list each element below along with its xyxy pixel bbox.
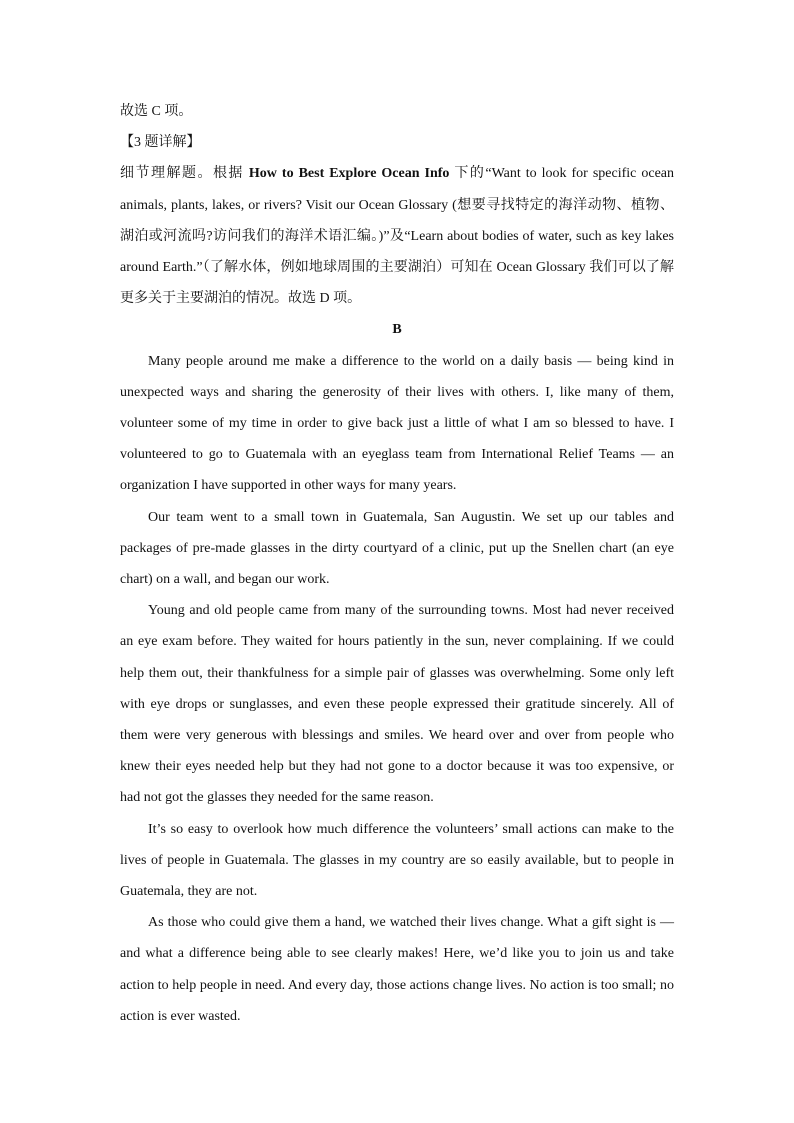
question-3-heading: 【3 题详解】 (120, 135, 201, 151)
passage-paragraph-3: Young and old people came from many of the surrounding towns. Most had never received an eye exam before. They waited for hours patiently in the sun, never complaining. If we could help them out, their thankfulness for a simple pair of glasses was overwhelming. Some only left with eye drops or sunglasses, and even these people expressed their gratitude sincerely. All of them were very generous with blessings and smiles. We heard over and over from people who knew their eyes needed help but they had not gone to a doctor because it was too expensive, or had not got the glasses they needed for the same reason. (120, 603, 674, 806)
passage-paragraph-5: As those who could give them a hand, we watched their lives change. What a gift sight is — and what a difference being able to see clearly makes! Here, we’d like you to join us and take action to help people in need. And every day, those actions change lives. No action is too small; no action is ever wasted. (120, 915, 674, 1024)
document-page (120, 96, 674, 1032)
previous-answer-choice: 故选 C 项。 (120, 104, 193, 119)
passage-paragraph-2: Our team went to a small town in Guatemala, San Augustin. We set up our tables and packages of pre-made glasses in the dirty courtyard of a clinic, put up the Snellen chart (an eye chart) on a wall, and began our work. (120, 509, 674, 588)
passage-paragraph-1: Many people around me make a difference to the world on a daily basis — being kind in unexpected ways and sharing the generosity of their lives with others. I, like many of them, volunteer some of my time in order to give back just a little of what I am so blessed to have. I volunteered to go to Guatemala with an eyeglass team from International Relief Teams — an organization I have supported in other ways for many years. (120, 353, 674, 494)
explanation-text-before: 细节理解题。根据 (120, 166, 249, 182)
question-3-explanation (120, 158, 674, 314)
section-letter: B (392, 322, 402, 338)
explanation-bold-phrase: How to Best Explore Ocean Info (248, 166, 450, 182)
explanation-text-after: 下的“Want to look for specific ocean animals, plants, lakes, or rivers? Visit our Ocean Glossary (想要寻找特定的海洋动物、植物、湖泊或河流吗?访问我们的海洋术语汇编。)”及“Learn about bodies of water, such as key lakes around Earth.”（了解水体，例如地球周围的主要湖泊）可知在 Ocean Glossary 我们可以了解更多关于主要湖泊的情况。故选 D 项。 (120, 166, 675, 307)
passage-paragraph-4: It’s so easy to overlook how much difference the volunteers’ small actions can make to the lives of people in Guatemala. The glasses in my country are so easily available, but to people in Guatemala, they are not. (120, 821, 674, 900)
